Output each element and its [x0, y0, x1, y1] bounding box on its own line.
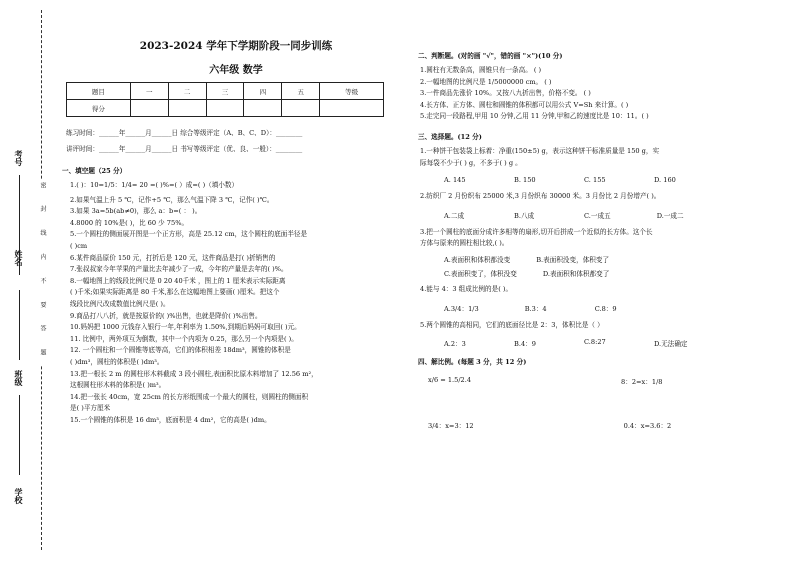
- question-line: ( )dm³，圆柱的体积是( )dm³。: [70, 357, 164, 366]
- choice-option[interactable]: B.表面积没变，体积变了: [536, 255, 610, 264]
- score-value-row: [67, 100, 384, 117]
- proportion-equation: 3/4：x=3：12: [428, 422, 474, 431]
- choice-option[interactable]: C.表面积变了，体积没变: [444, 269, 517, 278]
- judge-question: 3.一件商品先涨价 10%。又按八九折出售，价格不变。 ( ): [420, 89, 591, 98]
- score-cell: 得分: [67, 100, 131, 117]
- question-line: 4.8000 的 10%是( )，比 60 少 75%。: [70, 218, 189, 227]
- choice-options: [444, 176, 778, 184]
- score-cell: 五: [282, 83, 320, 100]
- section2-heading: 二、判断题。(对的画 "√"，错的画 "×")(10 分): [418, 52, 563, 60]
- name-field[interactable]: [19, 290, 20, 360]
- question-line: 是( )平方厘米: [70, 404, 111, 413]
- score-input[interactable]: [168, 100, 206, 117]
- choice-question: 5.两个圆锥的高相同，它们的底面径比是 2：3，体积比是（ ）: [420, 320, 604, 329]
- choice-option[interactable]: C.8：9: [594, 304, 617, 313]
- score-header-row: [67, 83, 384, 100]
- section4-heading: 四、解比例。(每题 3 分，共 12 分): [418, 358, 527, 367]
- proportion-equation: 0.4：x=3.6：2: [623, 422, 672, 431]
- score-cell: 三: [206, 83, 244, 100]
- proportion-equation: x/6 = 1.5/2.4: [428, 376, 472, 385]
- question-line: ( )cm: [70, 241, 88, 250]
- binding-margin: [0, 0, 62, 561]
- score-cell: 四: [244, 83, 282, 100]
- question-line: 15.一个圆锥的体积是 16 dm³，底面积是 4 dm²，它的高是( )dm。: [70, 415, 271, 424]
- choice-options: [444, 210, 778, 220]
- equation-row: [428, 376, 778, 386]
- question-line: 这根圆柱形木料的体积是( )m³。: [70, 381, 166, 390]
- page-subtitle: 六年级 数学: [209, 65, 263, 76]
- choice-option[interactable]: B.4：9: [514, 340, 536, 349]
- choice-option[interactable]: C. 155: [584, 176, 606, 185]
- question-line: 13.把一根长 2 m 的圆柱形木料截成 3 段小圆柱,表面积比原木料增加了 12.56 m²，: [70, 369, 318, 378]
- judge-question: 1.圆柱有无数条高，圆锥只有一条高。 ( ): [420, 66, 542, 74]
- choice-options: [444, 303, 778, 313]
- choice-option[interactable]: B.3：4: [524, 304, 547, 313]
- choice-question: 1.一种饼干包装袋上标着：净重(150±5) g，表示这种饼干标准质量是 150 g，实: [420, 146, 660, 155]
- score-table: [66, 82, 384, 117]
- choice-question: 2.纺织厂 2 月份织布 25000 米,3 月份织布 30000 米。3 月份比 2 月份增产( )。: [420, 192, 661, 201]
- right-column: [418, 50, 778, 430]
- choice-option[interactable]: D. 160: [654, 176, 676, 185]
- choice-question: 方体与原来的圆柱相比较,( )。: [420, 239, 509, 248]
- question-line: 8.一幅地图上的线段比例尺是 0 20 40千米 ，图上的 1 厘米表示实际距离: [70, 276, 286, 285]
- choice-option[interactable]: B. 150: [514, 176, 536, 185]
- section3-heading: 三、选择题。(12 分): [418, 132, 482, 141]
- choice-question: 际每袋不少于( ) g，不多于( ) g 。: [420, 158, 522, 167]
- left-column: [62, 38, 390, 426]
- name-label: 姓名: [14, 250, 24, 266]
- choice-options: [444, 268, 778, 278]
- choice-question: 4.能与 4：3 组成比例的是( )。: [420, 284, 513, 293]
- section1-heading: 一、填空题（25 分）: [62, 167, 127, 175]
- question-line: 7.张叔叔家今年苹果的产量比去年减少了一成，今年的产量是去年的( )%。: [70, 265, 288, 274]
- choice-option[interactable]: D.一成二: [656, 211, 684, 220]
- score-input[interactable]: [244, 100, 282, 117]
- exam-number-label: 考号: [14, 150, 24, 166]
- choice-option[interactable]: A. 145: [444, 176, 466, 185]
- equation-row: [428, 420, 778, 430]
- question-line: 14.把一张长 40cm，宽 25cm 的长方形纸围成一个最大的圆柱，则圆柱的侧面积: [70, 392, 309, 401]
- question-line: 6.某件商品原价 150 元，打折后是 120 元，这件商品是打( )折销售的: [70, 253, 276, 262]
- score-input[interactable]: [320, 100, 384, 117]
- page-title: 2023-2024 学年下学期阶段一同步训练: [139, 40, 333, 52]
- choice-option[interactable]: C.一成五: [584, 211, 611, 220]
- choice-options: [444, 254, 778, 264]
- info-block: [66, 125, 390, 157]
- question-line: 12. 一个圆柱和一个圆锥等底等高，它们的体积相差 18dm³，圆锥的体积是: [70, 346, 291, 355]
- seal-text: 密 封 线 内 不 要 答 题: [39, 182, 46, 364]
- proportion-equation: 8：2=x：1/8: [621, 378, 663, 387]
- choice-option[interactable]: A.2：3: [444, 340, 466, 349]
- question-line: 10.妈妈把 1000 元钱存入银行一年,年利率为 1.50%,到期后妈妈可取回( )元。: [70, 323, 301, 332]
- question-line: 1.( )：10=1/5：1/4= 20 =( )%=( ）成=( )（填小数）: [70, 181, 239, 189]
- class-field[interactable]: [19, 395, 20, 475]
- choice-option[interactable]: D.无法确定: [654, 340, 688, 349]
- question-line: 2.如果气温上升 5 ℃，记作+5 ℃，那么气温下降 3 ℃，记作( )℃。: [70, 195, 274, 204]
- choice-option[interactable]: D.表面积和体积都变了: [542, 269, 610, 278]
- question-line: 5.一个圆柱的侧面展开图是一个正方形，高是 25.12 cm，这个圆柱的底面半径是: [70, 230, 308, 239]
- judge-question: 5.走完同一段路程,甲用 10 分钟,乙用 11 分钟,甲和乙的速度比是 10：11。( ): [420, 112, 649, 121]
- question-line: 线段比例尺改成数值比例尺是( )。: [70, 299, 170, 308]
- score-cell: 题目: [67, 83, 131, 100]
- score-cell: 等级: [320, 83, 384, 100]
- choice-option[interactable]: C.8:27: [584, 338, 606, 347]
- judge-question: 2.一幅地图的比例尺是 1/5000000 cm。 ( ): [420, 77, 552, 86]
- choice-option[interactable]: A.二成: [444, 211, 465, 220]
- question-line: 11. 比例中，两外项互为倒数，其中一个内项为 0.25，那么另一个内项是( )。: [70, 334, 298, 343]
- judge-question: 4.长方体、正方体、圆柱和圆锥的体积都可以用公式 V=Sh 来计算。( ): [420, 100, 629, 109]
- score-input[interactable]: [206, 100, 244, 117]
- choice-options: [444, 338, 778, 348]
- question-line: 3.如果 3a=5b(ab≠0)，那么 a：b=( ： )。: [70, 207, 202, 216]
- school-label: 学校: [14, 488, 24, 504]
- question-line: 9.商品打八八折，就是按原价的( )%出售，也就是降价( )%出售。: [70, 311, 262, 320]
- score-cell: 二: [168, 83, 206, 100]
- class-label: 班级: [14, 370, 24, 386]
- choice-option[interactable]: A.表面积和体积都没变: [444, 255, 511, 264]
- score-input[interactable]: [130, 100, 168, 117]
- review-time-line: 讲评时间：______年______月______日 书写等级评定（优、良、一般）：________: [66, 145, 303, 153]
- question-line: ( )千米;如果实际距离是 80 千米,那么在这幅地图上要画( )厘米。把这个: [70, 288, 280, 297]
- choice-option[interactable]: A.3/4：1/3: [444, 304, 479, 313]
- choice-question: 3.把一个圆柱的底面分成许多相等的扇形,切开后拼成一个近似的长方体。这个长: [420, 227, 653, 236]
- choice-option[interactable]: B.八成: [514, 211, 535, 220]
- practice-time-line: 练习时间：______年______月______日 综合等级评定（A、B、C、D）：________: [66, 129, 303, 137]
- score-input[interactable]: [282, 100, 320, 117]
- score-cell: 一: [130, 83, 168, 100]
